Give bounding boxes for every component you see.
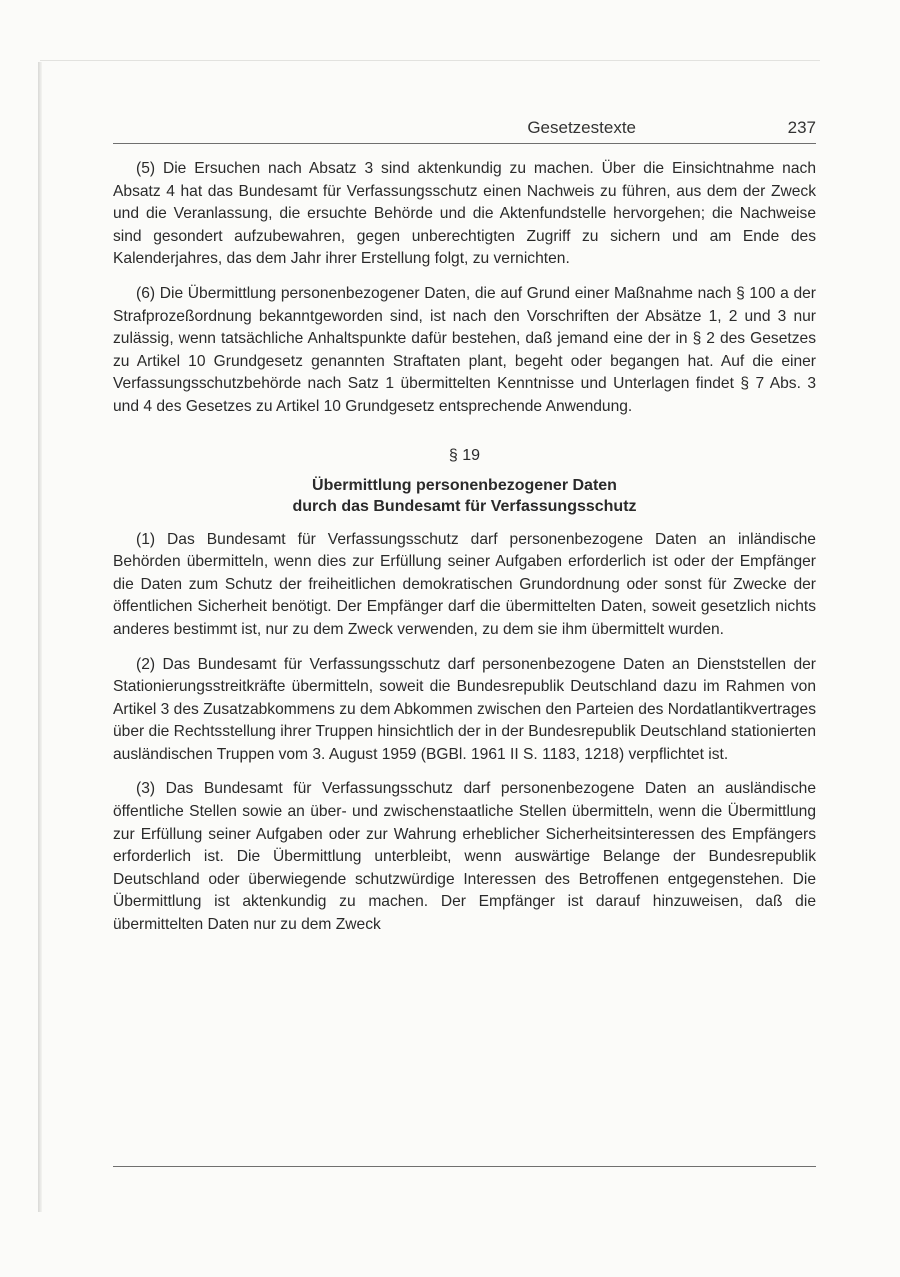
paragraph-5: (5) Die Ersuchen nach Absatz 3 sind aktenkundig zu machen. Über die Einsichtnahme nach Absatz 4 hat das Bundesamt für Verfassungsschutz einen Nachweis zu führen, aus dem der Zweck und die Veranlassung, die ersuchte Behörde und die Aktenfundstelle hervorgehen; die Nachweise sind gesondert aufzubewahren, gegen unberechtigten Zugriff zu sichern und am Ende des Kalenderjahres, das dem Jahr ihrer Erstellung folgt, zu vernichten. [113, 160, 816, 268]
document-page [113, 118, 816, 949]
section-number: § 19 [448, 446, 481, 464]
page-number: 237 [787, 118, 816, 137]
footer-rule [113, 1166, 816, 1167]
paragraph-6: (6) Die Übermittlung personenbezogener Daten, die auf Grund einer Maßnahme nach § 100 a der Strafprozeßordnung bekanntgeworden sind, ist nach den Vorschriften der Absätze 1, 2 und 3 nur zulässig, wenn tatsächliche Anhaltspunkte dafür bestehen, daß jemand eine der in § 2 des Gesetzes zu Artikel 10 Grundgesetz genannten Straftaten plant, begeht oder begangen hat. Auf die einer Verfassungsschutzbehörde nach Satz 1 übermittelten Kenntnisse und Unterlagen findet § 7 Abs. 3 und 4 des Gesetzes zu Artikel 10 Grundgesetz entsprechende Anwendung. [113, 284, 816, 415]
section-paragraph-2: (2) Das Bundesamt für Verfassungsschutz darf personenbezogene Daten an Dienststellen der Stationierungsstreitkräfte übermitteln, soweit die Bundesrepublik Deutschland dazu im Rahmen von Artikel 3 des Zusatzabkommens zu dem Abkommen zwischen den Parteien des Nordatlantikvertrages über die Rechtsstellung ihrer Truppen hinsichtlich der in der Bundesrepublik Deutschland stationierten ausländischen Truppen vom 3. August 1959 (BGBl. 1961 II S. 1183, 1218) verpflichtet ist. [113, 655, 816, 763]
running-title: Gesetzestexte [527, 118, 636, 137]
body-text [113, 158, 816, 937]
section-paragraph-3: (3) Das Bundesamt für Verfassungsschutz darf personenbezogene Daten an ausländische öffentliche Stellen sowie an über- und zwischenstaatliche Stellen übermitteln, wenn die Übermittlung zur Erfüllung seiner Aufgaben oder zur Wahrung erheblicher Sicherheitsinteressen des Empfängers erforderlich ist. Die Übermittlung unterbleibt, wenn auswärtige Belange der Bundesrepublik Deutschland oder überwiegende schutzwürdige Interessen des Betroffenen entgegenstehen. Die Übermittlung ist aktenkundig zu machen. Der Empfänger ist darauf hinzuweisen, daß die übermittelten Daten nur zu dem Zweck [113, 780, 816, 934]
section-paragraph-1: (1) Das Bundesamt für Verfassungsschutz darf personenbezogene Daten an inländische Behörden übermitteln, wenn dies zur Erfüllung seiner Aufgaben erforderlich ist oder der Empfänger die Daten zum Schutz der freiheitlichen demokratischen Grundordnung oder sonst für Zwecke der öffentlichen Sicherheit benötigt. Der Empfänger darf die übermittelten Daten, soweit gesetzlich nichts anderes bestimmt ist, nur zu dem Zweck verwenden, zu dem sie ihm übermittelt wurden. [113, 530, 816, 638]
running-header [113, 118, 816, 144]
section-title-line2: durch das Bundesamt für Verfassungsschutz [292, 497, 637, 515]
section-title [113, 475, 816, 517]
section-title-line1: Übermittlung personenbezogener Daten [312, 476, 617, 494]
scan-top-edge [40, 60, 820, 61]
scan-page-edge [38, 62, 42, 1212]
